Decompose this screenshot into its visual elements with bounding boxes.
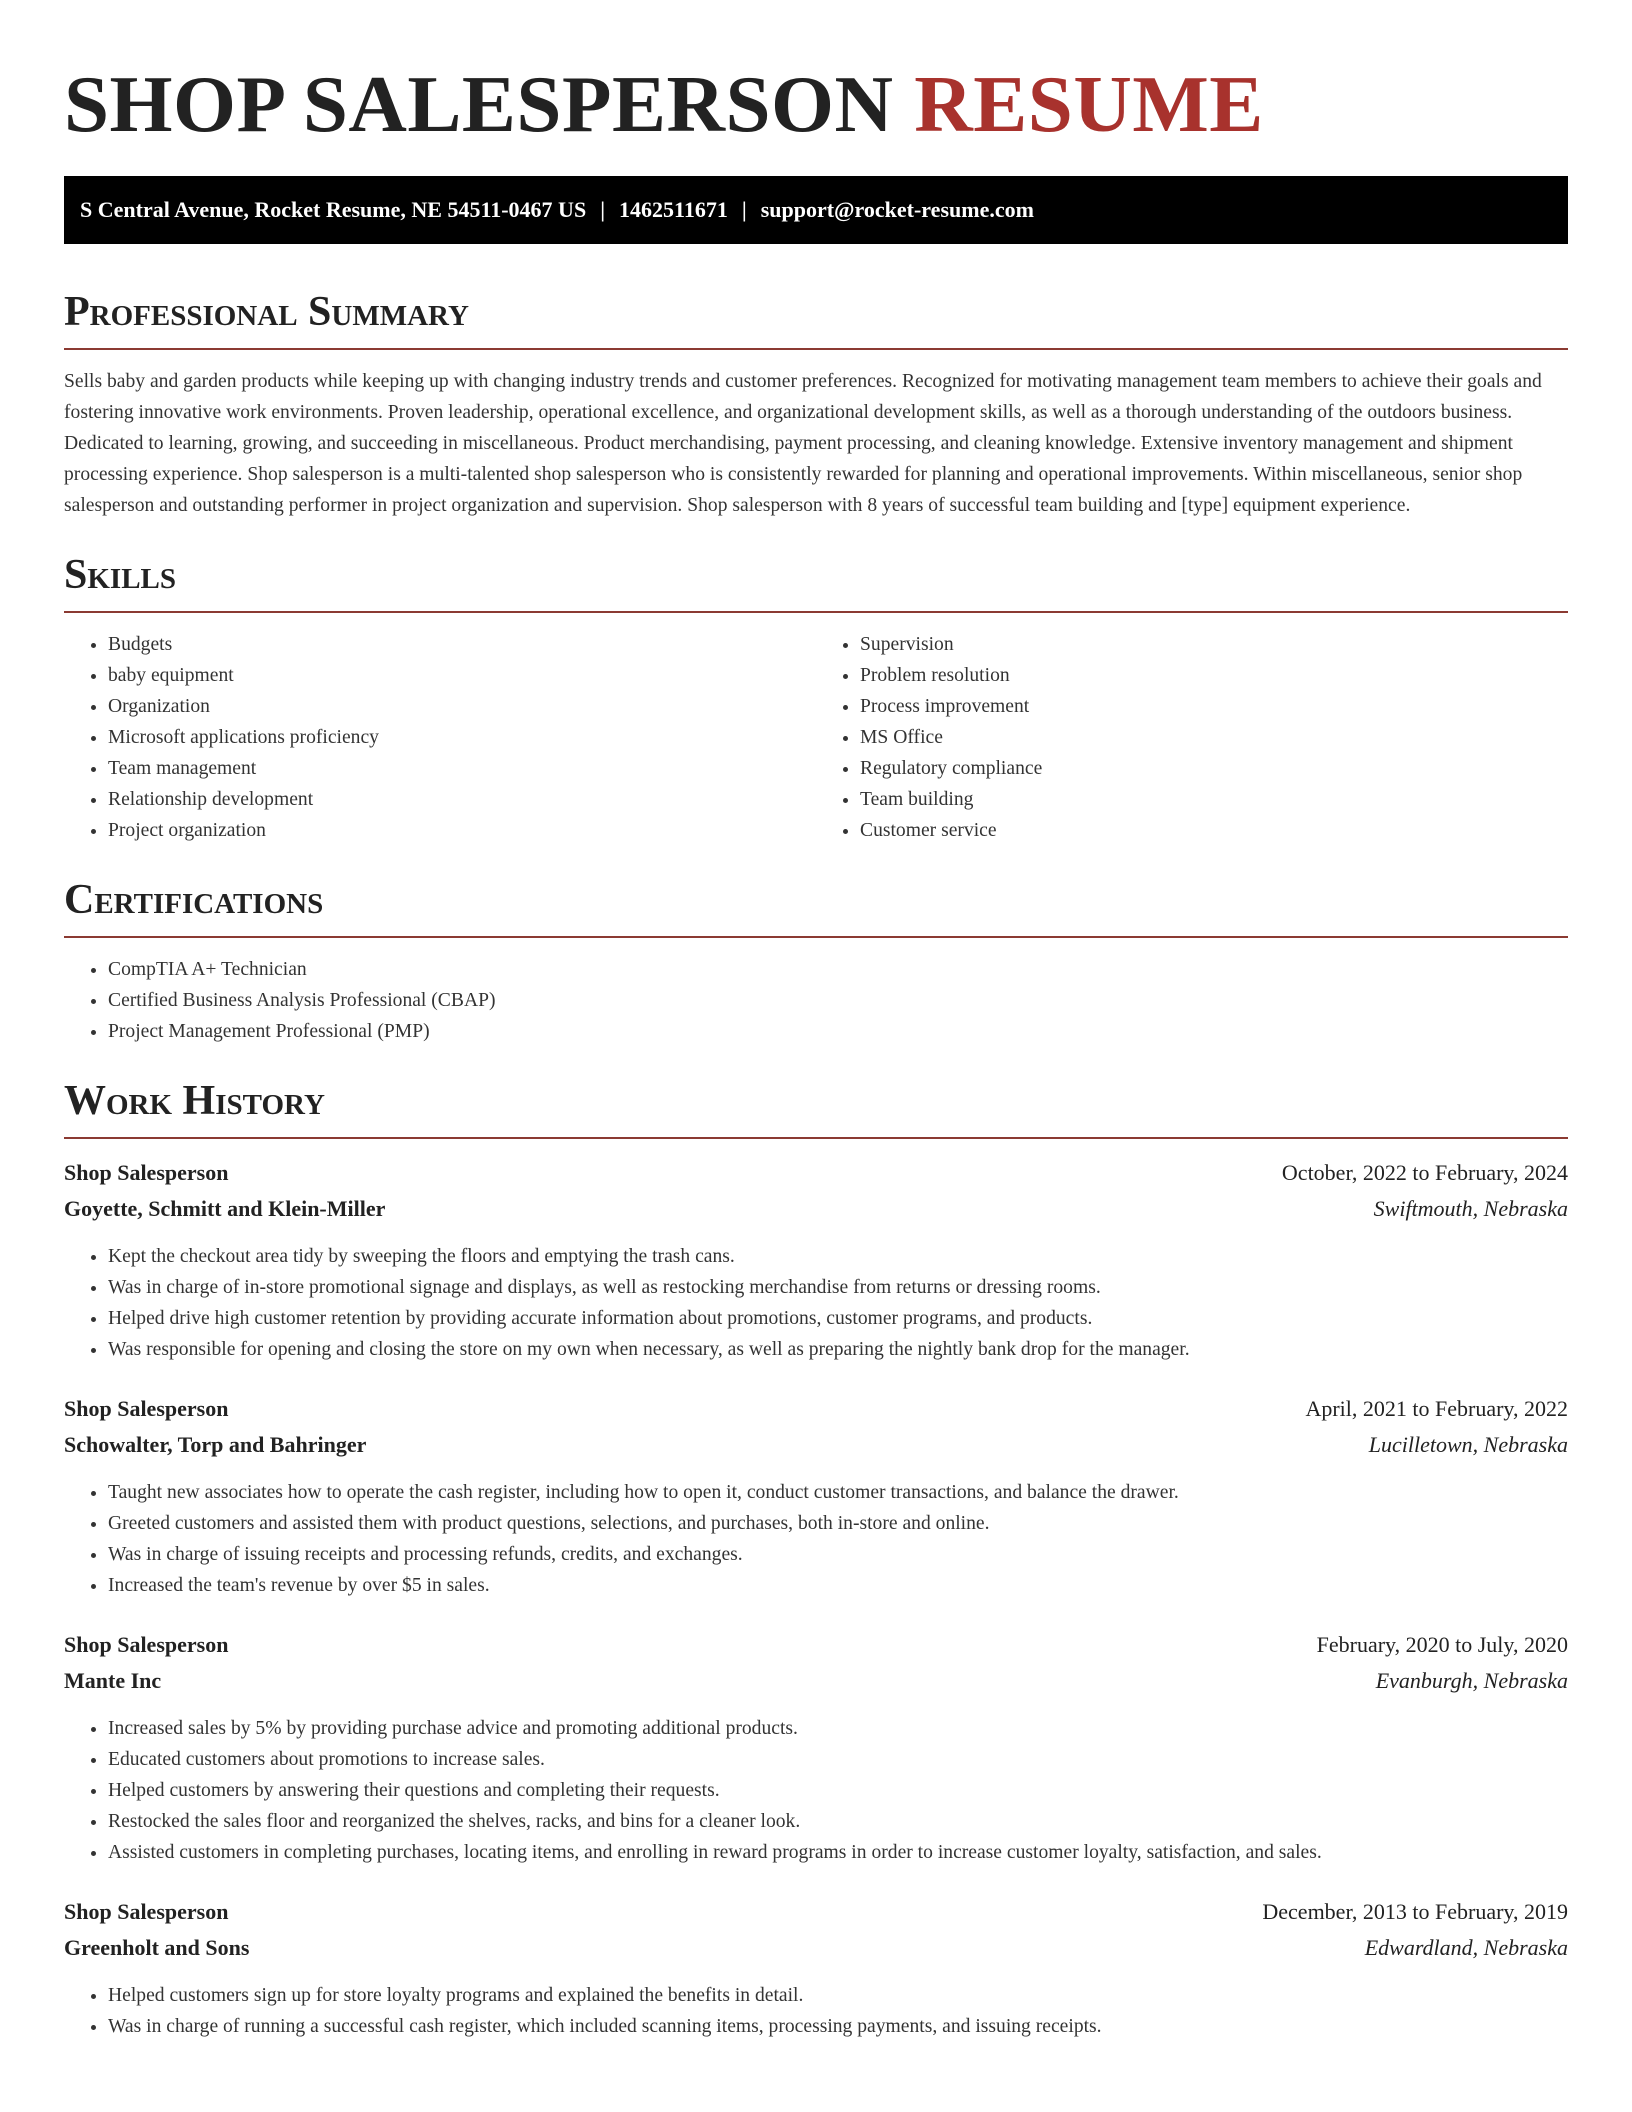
job-location: Lucilletown, Nebraska bbox=[1368, 1432, 1568, 1457]
skill-item: • Team management bbox=[108, 753, 816, 784]
certifications-list bbox=[64, 954, 1568, 1047]
contact-phone: 1462511671 bbox=[619, 197, 728, 222]
title-main: SHOP SALESPERSON bbox=[64, 59, 894, 149]
job-bullet: • Kept the checkout area tidy by sweeping the floors and emptying the trash cans. bbox=[108, 1241, 1568, 1272]
job-dates: October, 2022 to February, 2024 bbox=[1281, 1160, 1568, 1185]
skills-columns bbox=[64, 629, 1568, 846]
certification-item: • Certified Business Analysis Professional (CBAP) bbox=[108, 985, 1568, 1016]
skill-item: • MS Office bbox=[860, 722, 1568, 753]
job-title: Shop Salesperson bbox=[64, 1160, 229, 1185]
resume-title bbox=[64, 0, 1568, 150]
job-bullets bbox=[64, 1980, 1568, 2042]
job-bullet: • Helped customers sign up for store loyalty programs and explained the benefits in detail. bbox=[108, 1980, 1568, 2011]
job-entry bbox=[64, 1155, 1568, 1365]
job-bullet: • Was in charge of running a successful cash register, which included scanning items, processing payments, and issuing receipts. bbox=[108, 2011, 1568, 2042]
section-divider bbox=[64, 611, 1568, 613]
job-bullet: • Was responsible for opening and closing the store on my own when necessary, as well as preparing the nightly bank drop for the manager. bbox=[108, 1334, 1568, 1365]
skill-item: • Customer service bbox=[860, 815, 1568, 846]
contact-email: support@rocket-resume.com bbox=[760, 197, 1034, 222]
job-title: Shop Salesperson bbox=[64, 1396, 229, 1421]
skills-heading: Skills bbox=[64, 552, 177, 598]
contact-separator: | bbox=[741, 197, 747, 222]
summary-heading: Professional Summary bbox=[64, 289, 469, 335]
job-company-row bbox=[64, 1663, 1568, 1699]
job-entry bbox=[64, 1627, 1568, 1868]
skill-item: • Problem resolution bbox=[860, 660, 1568, 691]
job-bullet: • Educated customers about promotions to increase sales. bbox=[108, 1744, 1568, 1775]
skill-item: • Relationship development bbox=[108, 784, 816, 815]
job-company-row bbox=[64, 1191, 1568, 1227]
job-bullets bbox=[64, 1713, 1568, 1868]
skills-section bbox=[64, 551, 1568, 846]
job-header-row bbox=[64, 1627, 1568, 1663]
job-title: Shop Salesperson bbox=[64, 1899, 229, 1924]
job-company-row bbox=[64, 1930, 1568, 1966]
job-bullet: • Helped drive high customer retention by providing accurate information about promotions, customer programs, and products. bbox=[108, 1303, 1568, 1334]
contact-address: S Central Avenue, Rocket Resume, NE 54511-0467 US bbox=[80, 197, 587, 222]
summary-section bbox=[64, 288, 1568, 521]
skill-item: • baby equipment bbox=[108, 660, 816, 691]
contact-bar bbox=[64, 176, 1568, 244]
section-divider bbox=[64, 1137, 1568, 1139]
job-location: Swiftmouth, Nebraska bbox=[1373, 1196, 1568, 1221]
job-location: Evanburgh, Nebraska bbox=[1375, 1668, 1568, 1693]
job-bullets bbox=[64, 1477, 1568, 1601]
certification-item: • CompTIA A+ Technician bbox=[108, 954, 1568, 985]
skills-list-left bbox=[64, 629, 816, 846]
job-bullet: • Taught new associates how to operate the cash register, including how to open it, conduct customer transactions, and balance the drawer. bbox=[108, 1477, 1568, 1508]
work-history-heading: Work History bbox=[64, 1078, 325, 1124]
job-entry bbox=[64, 1391, 1568, 1601]
job-bullet: • Was in charge of issuing receipts and processing refunds, credits, and exchanges. bbox=[108, 1539, 1568, 1570]
job-header-row bbox=[64, 1155, 1568, 1191]
job-bullet: • Increased the team's revenue by over $5 in sales. bbox=[108, 1570, 1568, 1601]
job-header-row bbox=[64, 1391, 1568, 1427]
skills-list-right bbox=[816, 629, 1568, 846]
job-bullet: • Was in charge of in-store promotional signage and displays, as well as restocking merchandise from returns or dressing rooms. bbox=[108, 1272, 1568, 1303]
skill-item: • Supervision bbox=[860, 629, 1568, 660]
job-company: Goyette, Schmitt and Klein-Miller bbox=[64, 1196, 386, 1221]
summary-text: Sells baby and garden products while keeping up with changing industry trends and customer preferences. Recognized for motivating management team members to achieve their goals and fostering innovative work environments. Proven leadership, operational excellence, and organizational development skills, as well as a thorough understanding of the outdoors business. Dedicated to learning, growing, and succeeding in miscellaneous. Product merchandising, payment processing, and cleaning knowledge. Extensive inventory management and shipment processing experience. Shop salesperson is a multi-talented shop salesperson who is consistently rewarded for planning and operational improvements. Within miscellaneous, senior shop salesperson and outstanding performer in project organization and supervision. Shop salesperson with 8 years of successful team building and [type] equipment experience. bbox=[64, 371, 1542, 516]
certification-item: • Project Management Professional (PMP) bbox=[108, 1016, 1568, 1047]
skill-item: • Organization bbox=[108, 691, 816, 722]
job-bullet: • Restocked the sales floor and reorganized the shelves, racks, and bins for a cleaner look. bbox=[108, 1806, 1568, 1837]
job-bullet: • Assisted customers in completing purchases, locating items, and enrolling in reward programs in order to increase customer loyalty, satisfaction, and sales. bbox=[108, 1837, 1568, 1868]
certifications-heading: Certifications bbox=[64, 877, 324, 923]
job-entry bbox=[64, 1894, 1568, 2042]
job-dates: February, 2020 to July, 2020 bbox=[1316, 1632, 1568, 1657]
section-divider bbox=[64, 936, 1568, 938]
skill-item: • Budgets bbox=[108, 629, 816, 660]
job-dates: December, 2013 to February, 2019 bbox=[1262, 1899, 1568, 1924]
job-header-row bbox=[64, 1894, 1568, 1930]
job-location: Edwardland, Nebraska bbox=[1364, 1935, 1568, 1960]
job-title: Shop Salesperson bbox=[64, 1632, 229, 1657]
skill-item: • Regulatory compliance bbox=[860, 753, 1568, 784]
job-company: Mante Inc bbox=[64, 1668, 162, 1693]
skill-item: • Microsoft applications proficiency bbox=[108, 722, 816, 753]
skill-item: • Project organization bbox=[108, 815, 816, 846]
job-bullet: • Helped customers by answering their questions and completing their requests. bbox=[108, 1775, 1568, 1806]
job-bullet: • Greeted customers and assisted them with product questions, selections, and purchases, both in-store and online. bbox=[108, 1508, 1568, 1539]
section-divider bbox=[64, 348, 1568, 350]
job-bullets bbox=[64, 1241, 1568, 1365]
job-dates: April, 2021 to February, 2022 bbox=[1305, 1396, 1568, 1421]
contact-separator: | bbox=[600, 197, 606, 222]
job-company-row bbox=[64, 1427, 1568, 1463]
job-company: Greenholt and Sons bbox=[64, 1935, 250, 1960]
title-accent: RESUME bbox=[914, 59, 1264, 149]
skill-item: • Team building bbox=[860, 784, 1568, 815]
work-history-section bbox=[64, 1077, 1568, 2042]
job-company: Schowalter, Torp and Bahringer bbox=[64, 1432, 367, 1457]
job-bullet: • Increased sales by 5% by providing purchase advice and promoting additional products. bbox=[108, 1713, 1568, 1744]
certifications-section bbox=[64, 876, 1568, 1047]
skill-item: • Process improvement bbox=[860, 691, 1568, 722]
